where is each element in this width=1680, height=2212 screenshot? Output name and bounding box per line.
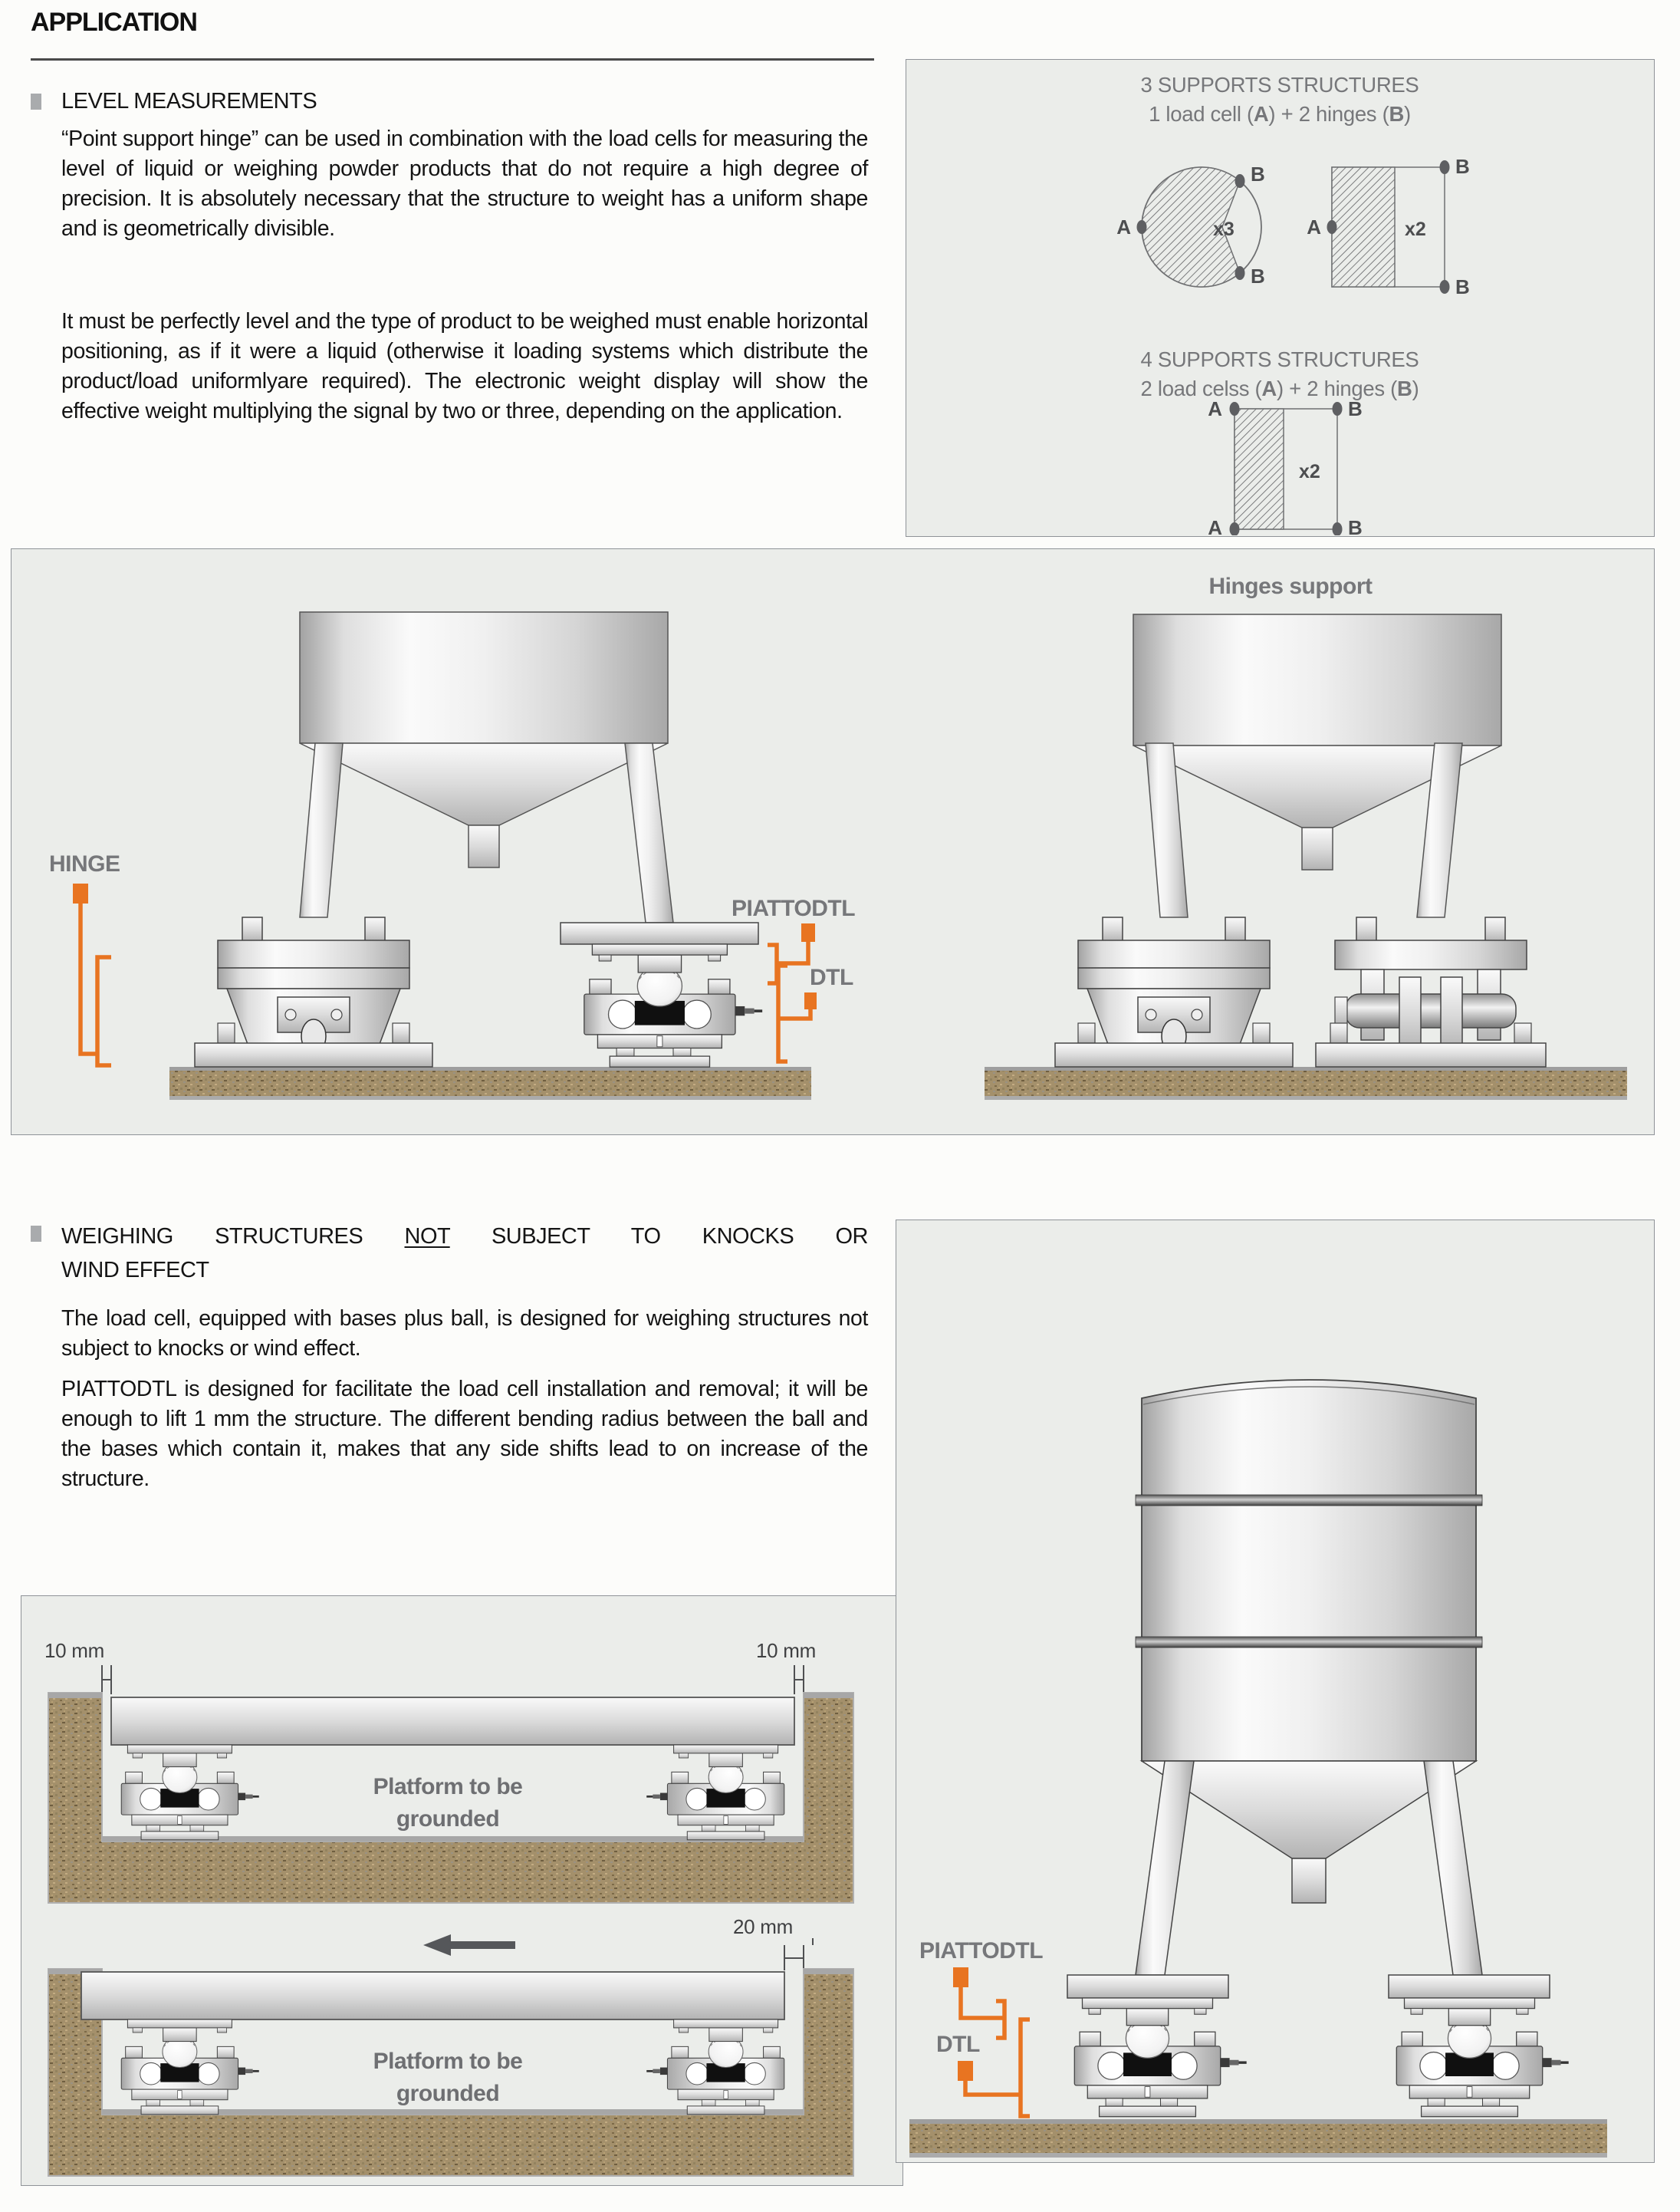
- point-label: B: [1455, 155, 1470, 178]
- four-support-rect-diagram: [1208, 397, 1363, 535]
- page-title: APPLICATION: [31, 8, 197, 37]
- platform-slab: [111, 1697, 794, 1745]
- hinge-support-mount: [1316, 917, 1546, 1067]
- hinge-callout: [49, 851, 120, 1065]
- silo-left: [300, 612, 673, 923]
- shift-arrow: [423, 1934, 515, 1956]
- point-label: A: [1208, 516, 1222, 535]
- title-rule: [31, 58, 874, 61]
- weighing-section-heading: WEIGHING STRUCTURES NOT SUBJECT TO KNOCKS OR WIND EFFECT: [61, 1224, 868, 1282]
- multiplier-label: x2: [1299, 461, 1320, 482]
- section-bullet: [31, 1226, 41, 1242]
- platform-grounded-label: Platform to be: [373, 1774, 523, 1799]
- level-paragraph-2: It must be perfectly level and the type of product to be weighed must enable horizontal positioning, as if it were a liquid (otherwise it loading systems which distribute the product/load uniformlyare required). The electronic weight display will show the effective weight multiplying the signal by two or three, depending on the application.: [61, 309, 869, 423]
- hinge-mount: [1055, 917, 1293, 1067]
- point-label: A: [1307, 216, 1321, 239]
- supports4-title: 4 SUPPORTS STRUCTURES: [1140, 347, 1419, 371]
- point-label: A: [1208, 397, 1222, 420]
- piattodtl-plate: [1067, 1975, 1228, 1998]
- dim-10mm-left: 10 mm: [44, 1639, 104, 1662]
- platform-diagrams: [21, 1596, 902, 2184]
- hinge-point-dot: [1235, 174, 1245, 188]
- supports-structures-diagram: [906, 60, 1653, 535]
- ground-strip: [169, 1067, 1627, 1100]
- dtl-callout: [936, 2019, 1030, 2116]
- callout-marker: [73, 884, 88, 904]
- loadcell-point-dot: [1137, 220, 1147, 234]
- silo-leg: [625, 743, 673, 923]
- silo-right: [1133, 614, 1501, 917]
- platform-panel: [21, 1595, 903, 2186]
- tank-panel: [896, 1220, 1655, 2163]
- platform-diagram-shifted: [48, 1915, 853, 2176]
- piattodtl-label: PIATTODTL: [919, 1938, 1044, 1963]
- tank-leg: [1136, 1761, 1194, 1975]
- three-support-circle-diagram: [1116, 163, 1265, 288]
- piattodtl-callout: [919, 1938, 1043, 2038]
- dimension-ticks: [784, 1938, 813, 1970]
- tank-illustration: [896, 1220, 1653, 2161]
- point-label: A: [1116, 216, 1131, 239]
- dim-20mm: 20 mm: [733, 1915, 793, 1938]
- point-label: B: [1348, 516, 1363, 535]
- weighing-paragraph-1: The load cell, equipped with bases plus ball, is designed for weighing structures not subject to knocks or wind effect.: [61, 1306, 868, 1361]
- dtl-load-cell: [1396, 1998, 1568, 2117]
- tank-outlet: [1292, 1858, 1326, 1903]
- dtl-label: DTL: [810, 965, 853, 990]
- piattodtl-plate: [561, 923, 758, 944]
- supports-structures-panel: [906, 59, 1655, 537]
- level-paragraph-1: “Point support hinge” can be used in combination with the load cells for measuring the level of liquid or weighing powder products that do not require a high degree of precision. It is absolutely necessary that the structure to weight has a uniform shape and is geometrically divisible.: [61, 127, 868, 241]
- section-bullet: [31, 94, 41, 110]
- tank: [1136, 1380, 1482, 1975]
- platform-diagram-level: [44, 1639, 853, 1903]
- tank-leg: [1424, 1761, 1482, 1975]
- dtl-label: DTL: [936, 2032, 980, 2057]
- callout-marker: [804, 992, 817, 1009]
- hinge-dtl-illustration: [12, 549, 1653, 1134]
- callout-marker: [801, 923, 815, 942]
- level-section-heading: LEVEL MEASUREMENTS: [61, 89, 317, 114]
- point-label: B: [1455, 275, 1470, 298]
- dtl-load-cell: [584, 944, 762, 1067]
- platform-grounded-label: grounded: [396, 2081, 500, 2106]
- point-label: B: [1348, 397, 1363, 420]
- piattodtl-label: PIATTODTL: [732, 896, 856, 921]
- dtl-load-cell: [1074, 1998, 1246, 2117]
- dtl-load-cell: [646, 1745, 784, 1840]
- supports4-subtitle: 2 load celss (A) + 2 hinges (B): [1140, 377, 1419, 400]
- hinge-dtl-panel: [11, 548, 1655, 1135]
- supports3-subtitle: 1 load cell (A) + 2 hinges (B): [1149, 102, 1411, 126]
- hinges-support-label: Hinges support: [1208, 574, 1373, 599]
- dtl-load-cell: [121, 2019, 259, 2115]
- dtl-load-cell: [646, 2019, 784, 2115]
- hinge-label: HINGE: [49, 851, 120, 877]
- dimension-ticks: [102, 1665, 804, 1694]
- tank-band: [1136, 1495, 1482, 1506]
- multiplier-label: x2: [1405, 219, 1426, 240]
- tank-band: [1136, 1637, 1482, 1647]
- point-label: B: [1251, 163, 1265, 186]
- platform-grounded-label: Platform to be: [373, 2049, 523, 2074]
- silo-leg: [300, 743, 343, 917]
- point-label: B: [1251, 265, 1265, 288]
- platform-grounded-label: grounded: [396, 1806, 500, 1832]
- callout-marker: [953, 1967, 968, 1987]
- supports3-title: 3 SUPPORTS STRUCTURES: [1140, 73, 1419, 97]
- callout-marker: [958, 2061, 973, 2081]
- multiplier-label: x3: [1213, 219, 1235, 240]
- piattodtl-plate: [1389, 1975, 1550, 1998]
- weighing-paragraph-2: PIATTODTL is designed for facilitate the load cell installation and removal; it will be enough to lift 1 mm the structure. The different bending radius between the ball and the bases which contain it, makes that any side shifts lead to on increase of the structure.: [61, 1377, 868, 1491]
- hinge-point-dot: [1235, 266, 1245, 280]
- dtl-callout: [778, 965, 853, 1062]
- dtl-load-cell: [121, 1745, 259, 1840]
- three-support-square-diagram: [1307, 155, 1470, 298]
- ground-strip: [909, 2119, 1607, 2158]
- hinge-mount: [195, 917, 432, 1067]
- platform-slab: [81, 1972, 784, 2019]
- dim-10mm-right: 10 mm: [756, 1639, 816, 1662]
